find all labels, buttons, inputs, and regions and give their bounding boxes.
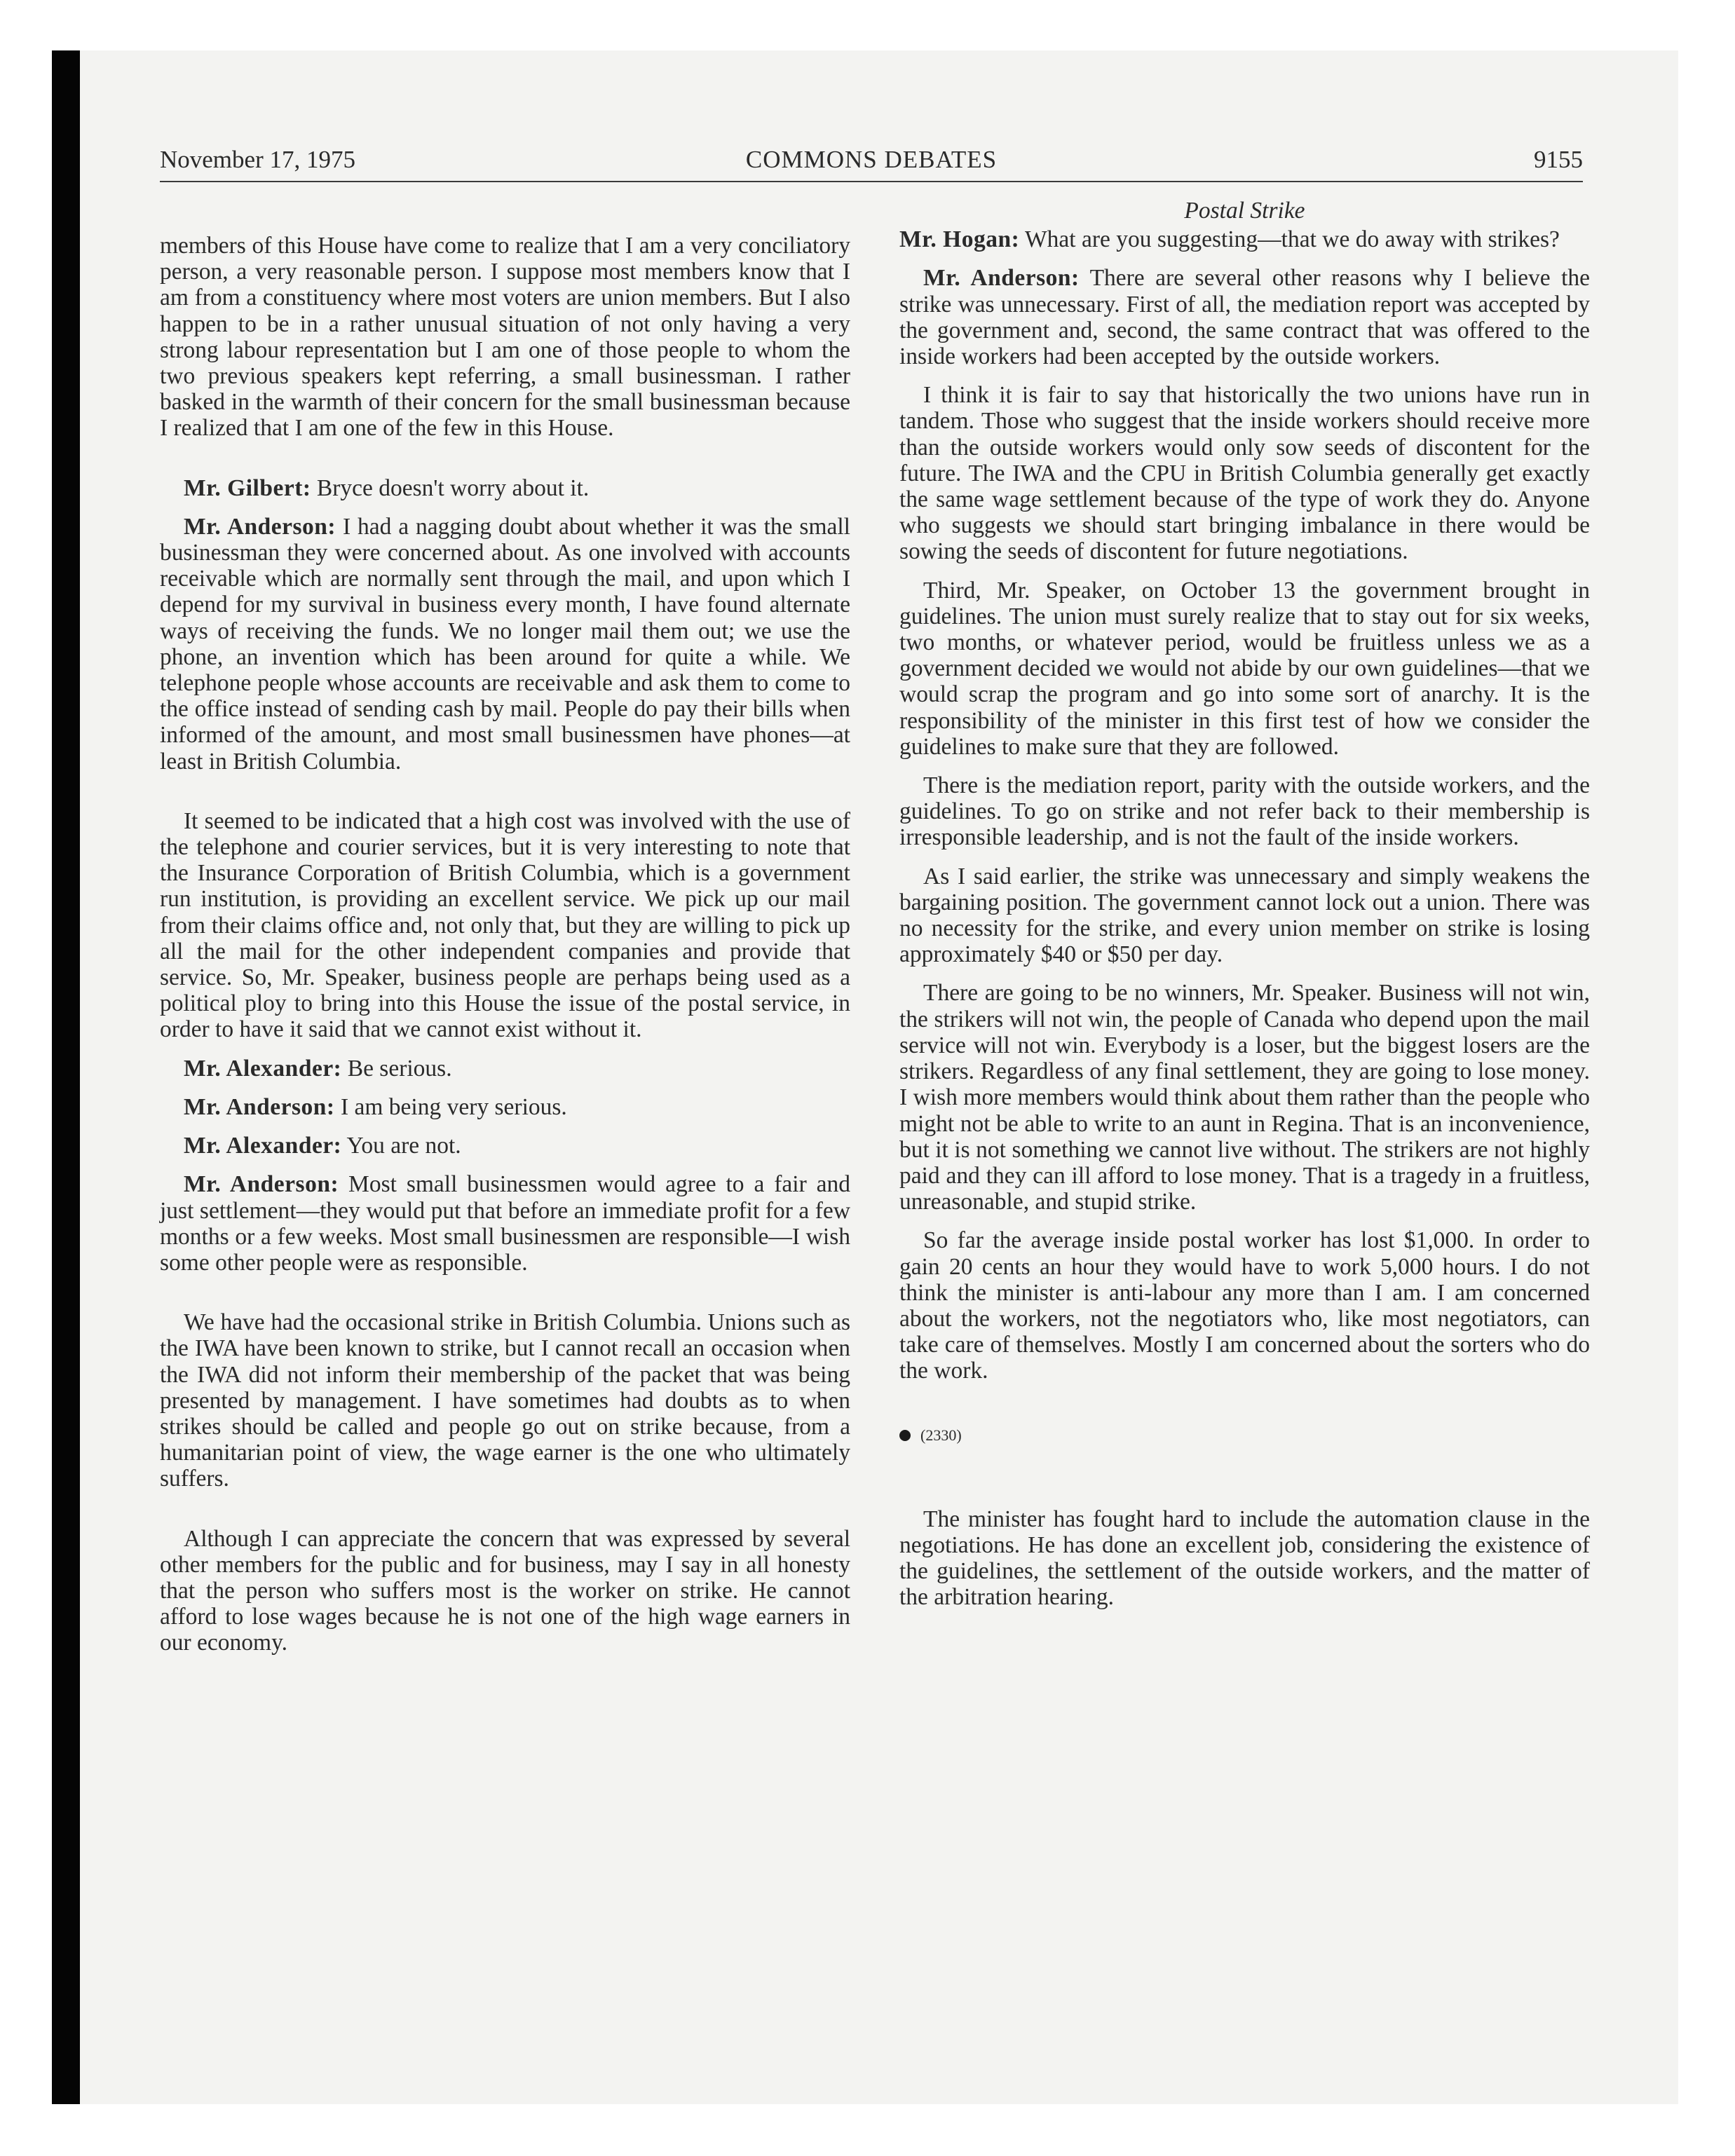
paragraph-text: It seemed to be indicated that a high cost was involved with the use of the telephone and courier services, but it is very interesting to note that the Insurance Corporation of British Columbia, which is a government run institution, is providing an excellent service. We pick up our mail from their claims office and, not only that, but they are willing to pick up all the mail for the other independent companies and provide that service. So, Mr. Speaker, business people are perhaps being used as a political ploy to bring into this House the issue of the postal service, in order to have it said that we cannot exist without it. — [160, 807, 850, 1043]
time-marker-text: (2330) — [920, 1426, 962, 1444]
page-header — [160, 143, 1583, 182]
paragraph — [160, 1526, 850, 1656]
paragraph-text: There are several other reasons why I believe the strike was unnecessary. First of all, the mediation report was accepted by the government and, second, the same contract that was offered to the inside workers had been accepted by the outside workers. — [899, 265, 1590, 370]
paragraph-text: What are you suggesting—that we do away with strikes? — [1025, 226, 1560, 253]
paragraph — [160, 475, 850, 501]
left-column — [160, 233, 850, 1669]
paragraph — [899, 772, 1590, 851]
speaker-name: Mr. Anderson: — [184, 1093, 335, 1120]
paragraph-text: There is the mediation report, parity with the outside workers, and the guidelines. To go on strike and not refer back to their membership is irresponsible leadership, and is not the fault of the inside workers. — [899, 772, 1590, 851]
speaker-name: Mr. Alexander: — [184, 1055, 342, 1082]
paragraph-text: Although I can appreciate the concern that was expressed by several other members for the public and for business, may I say in all honesty that the person who suffers most is the worker on strike. He cannot afford to lose wages because he is not one of the high wage earners in our economy. — [160, 1525, 850, 1656]
paragraph — [160, 514, 850, 775]
paragraph-text: I think it is fair to say that historically the two unions have run in tandem. Those who suggest that the inside workers should receive more than the outside workers would only sow seeds of discontent for the future. The IWA and the CPU in British Columbia generally get exactly the same wage settlement because of the type of work they do. Anyone who suggests we should start bringing imbalance in there would be sowing the seeds of discontent for future negotiations. — [899, 382, 1590, 565]
right-column — [899, 198, 1590, 1623]
paragraph-text: The minister has fought hard to include the automation clause in the negotiations. He has done an excellent job, considering the existence of the guidelines, the settlement of the outside workers, and the matter of the arbitration hearing. — [899, 1506, 1590, 1611]
paragraph-text: Third, Mr. Speaker, on October 13 the government brought in guidelines. The union must surely realize that to stay out for six weeks, two months, or whatever period, would be fruitless unless we as a government decided we would not abide by our own guidelines—that we would scrap the program and go into some sort of anarchy. It is the responsibility of the minister in this first test of how we consider the guidelines to make sure that they are followed. — [899, 577, 1590, 760]
header-date: November 17, 1975 — [160, 146, 355, 173]
header-title: COMMONS DEBATES — [745, 146, 998, 173]
paragraph — [899, 1227, 1590, 1384]
paragraph-text: So far the average inside postal worker has lost $1,000. In order to gain 20 cents an hour they would have to work 5,000 hours. I do not think the minister is anti-labour any more than I am. I am concerned about the workers, not the negotiators who, like most negotiators, can take care of themselves. Mostly I am concerned about the sorters who do the work. — [899, 1227, 1590, 1384]
paragraph-text: We have had the occasional strike in British Columbia. Unions such as the IWA have been known to strike, but I cannot recall an occasion when the IWA did not inform their membership of the packet that was being presented by management. I have sometimes had doubts as to when strikes should be called and people go out on strike because, from a humanitarian point of view, the wage earner is the one who ultimately suffers. — [160, 1309, 850, 1492]
time-marker — [899, 1425, 1590, 1446]
paragraph — [899, 864, 1590, 968]
speaker-name: Mr. Alexander: — [184, 1133, 342, 1159]
paragraph — [160, 1094, 850, 1120]
section-heading: Postal Strike — [1184, 198, 1305, 224]
speaker-name: Mr. Gilbert: — [184, 475, 311, 501]
speaker-name: Mr. Hogan: — [899, 226, 1020, 253]
paragraph — [160, 1309, 850, 1492]
paragraph — [160, 233, 850, 442]
paragraph — [160, 808, 850, 1043]
paragraph-text: Bryce doesn't worry about it. — [316, 475, 590, 501]
paragraph — [899, 578, 1590, 760]
bullet-icon — [899, 1430, 911, 1441]
header-page-number: 9155 — [1534, 146, 1583, 173]
paragraph — [899, 226, 1590, 252]
paragraph-text: I am being very serious. — [340, 1093, 567, 1120]
paragraph — [160, 1133, 850, 1159]
speaker-name: Mr. Anderson: — [184, 513, 336, 540]
paragraph-text: Be serious. — [347, 1055, 452, 1082]
binding-edge-shadow — [52, 50, 80, 2104]
paragraph-text: You are not. — [346, 1133, 461, 1159]
paragraph — [899, 1506, 1590, 1611]
paragraph-text: Most small businessmen would agree to a fair and just settlement—they would put that before an immediate profit for a few months or a few weeks. Most small businessmen are responsible—I wish some other people were as responsible. — [160, 1171, 850, 1276]
paragraph — [160, 1171, 850, 1276]
speaker-name: Mr. Anderson: — [923, 265, 1080, 292]
paragraph-text: I had a nagging doubt about whether it was the small businessman they were concerned about. As one involved with accounts receivable which are normally sent through the mail, and upon which I depend for my survival in business every month, I have found alternate ways of receiving the funds. We no longer mail them out; we use the phone, an invention which has been around for quite a while. We telephone people whose accounts are receivable and ask them to come to the office instead of sending cash by mail. People do pay their bills when informed of the amount, and most small businessmen have phones—at least in British Columbia. — [160, 513, 850, 775]
paragraph — [899, 265, 1590, 369]
paragraph-text: members of this House have come to realize that I am a very conciliatory person, a very reasonable person. I suppose most members know that I am from a constituency where most voters are union members. But I also happen to be in a rather unusual situation of not only having a very strong labour representation but I am one of those people to whom the two previous speakers kept referring, a small businessman. I rather basked in the warmth of their concern for the small businessman because I realized that I am one of the few in this House. — [160, 233, 850, 442]
paragraph-text: There are going to be no winners, Mr. Speaker. Business will not win, the strikers will not win, the people of Canada who depend upon the mail service will not win. Everybody is a loser, but the biggest losers are the strikers. Regardless of any final settlement, they are going to lose money. I wish more members would think about them rather than the people who might not be able to write to an aunt in Regina. That is an inconvenience, but it is not something we cannot live without. The strikers are not highly paid and they can ill afford to lose money. That is a tragedy in a fruitless, unreasonable, and stupid strike. — [899, 980, 1590, 1215]
speaker-name: Mr. Anderson: — [184, 1171, 339, 1198]
paragraph — [899, 980, 1590, 1215]
paragraph — [899, 382, 1590, 564]
paragraph-text: As I said earlier, the strike was unnecessary and simply weakens the bargaining position. The government cannot lock out a union. There was no necessity for the strike, and every union member on strike is losing approximately $40 or $50 per day. — [899, 863, 1590, 968]
paragraph — [160, 1056, 850, 1082]
